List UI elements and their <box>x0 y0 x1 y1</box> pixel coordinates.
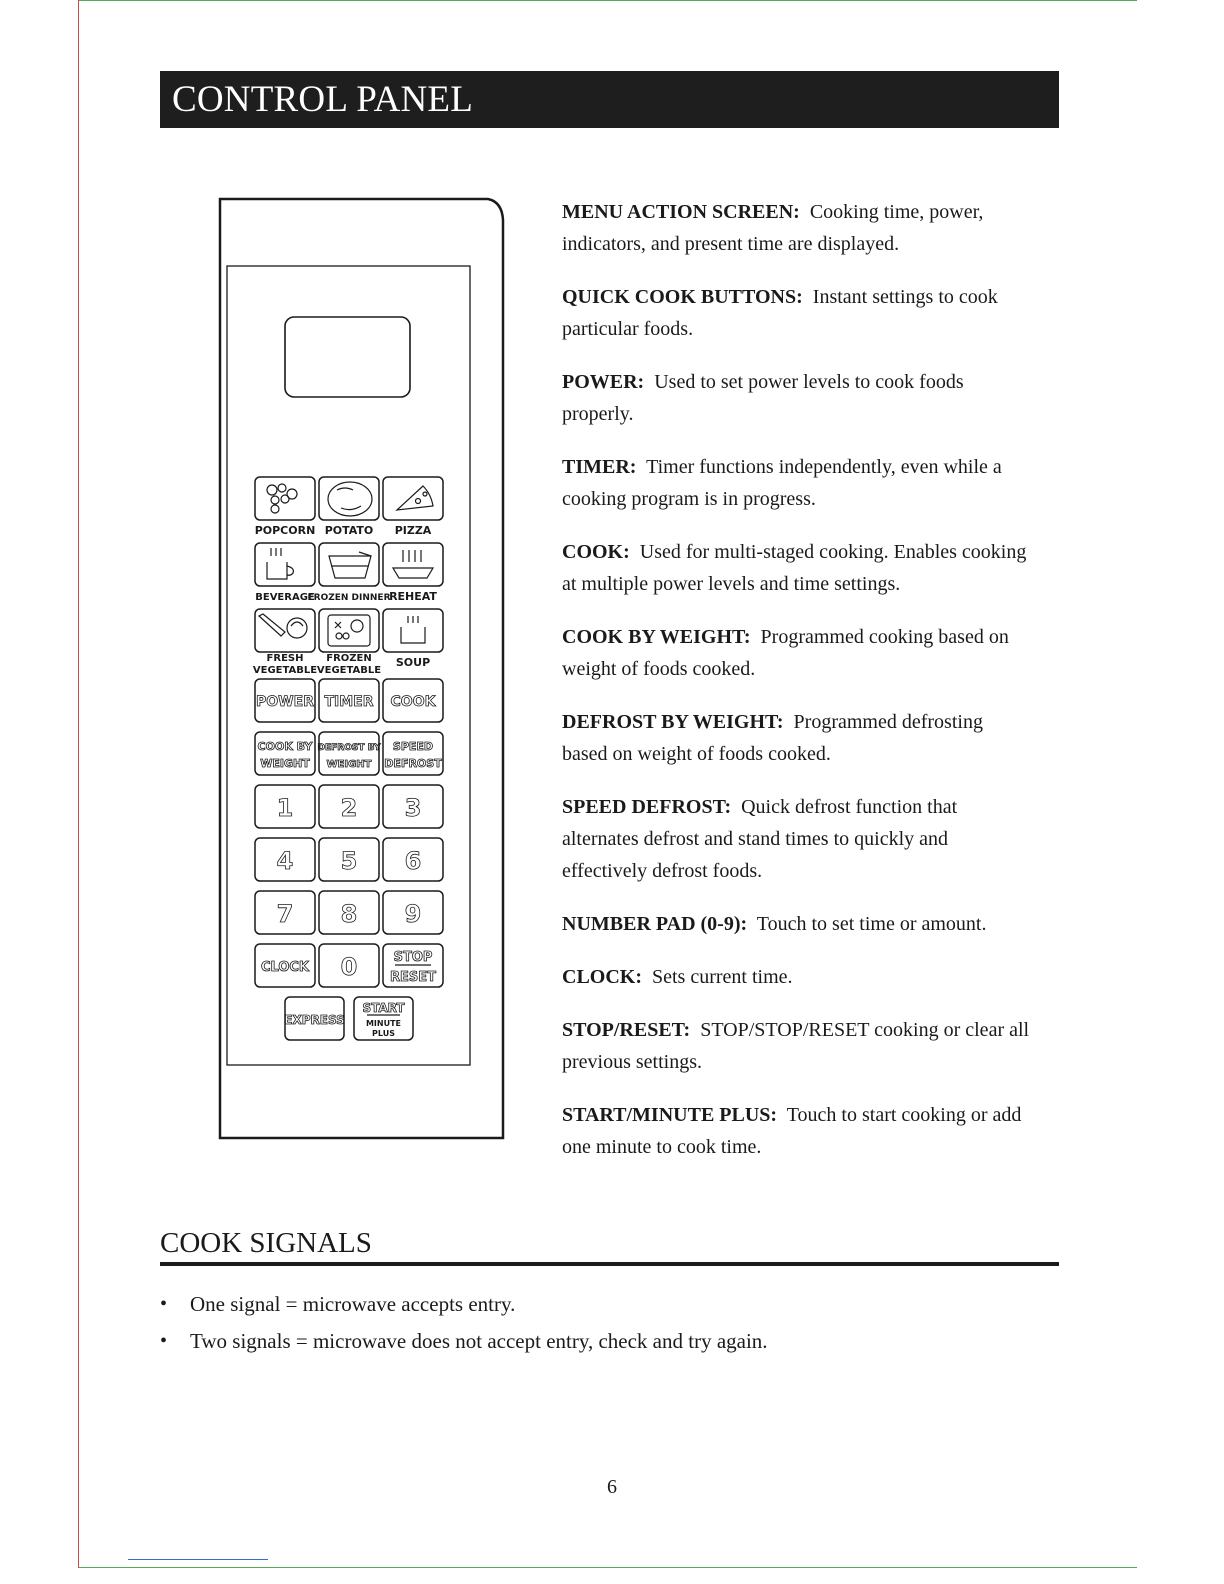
clock-button[interactable] <box>255 944 315 987</box>
description-term: DEFROST BY WEIGHT: <box>562 711 784 733</box>
vegetable-icon <box>259 614 307 638</box>
description-item <box>562 451 1032 515</box>
soup-button[interactable] <box>383 609 443 652</box>
soup-label: SOUP <box>395 656 431 669</box>
number-5-label: 5 <box>340 847 358 875</box>
description-term: STOP/RESET: <box>562 1019 691 1041</box>
defrost-by-weight-label-line2: WEIGHT <box>326 759 372 770</box>
description-text: Touch to start cooking or add one minute to cook time. <box>562 1104 1022 1158</box>
number-9-label: 9 <box>404 900 422 928</box>
description-item <box>562 196 1032 260</box>
cook-button[interactable] <box>383 679 443 722</box>
beverage-label: BEVERAGE <box>255 592 315 603</box>
number-7-label: 7 <box>276 900 294 928</box>
reheat-button[interactable] <box>383 543 443 586</box>
speed-defrost-label-line1: SPEED <box>392 740 434 753</box>
description-term: TIMER: <box>562 456 637 478</box>
number-0-label: 0 <box>340 953 358 981</box>
speed-defrost-button[interactable] <box>383 732 443 775</box>
description-term: COOK: <box>562 541 630 563</box>
number-9-button[interactable] <box>383 891 443 934</box>
pizza-icon <box>397 486 433 510</box>
description-term: QUICK COOK BUTTONS: <box>562 286 803 308</box>
fresh-vegetable-label-line2: VEGETABLE <box>252 665 318 676</box>
express-button-label: EXPRESS <box>284 1013 345 1027</box>
power-button[interactable] <box>255 679 315 722</box>
defrost-by-weight-label-line1: DEFROST BY <box>317 743 381 753</box>
stop-label: STOP <box>393 950 433 965</box>
description-item <box>562 621 1032 685</box>
page-edge-bottom <box>79 1567 1137 1568</box>
description-term: POWER: <box>562 371 645 393</box>
plus-label: PLUS <box>372 1029 395 1038</box>
description-text: STOP/STOP/RESET cooking or clear all previous settings. <box>562 1019 1030 1073</box>
stop-reset-button[interactable] <box>383 944 443 987</box>
description-item <box>562 1099 1032 1163</box>
number-8-button[interactable] <box>319 891 379 934</box>
number-3-button[interactable] <box>383 785 443 828</box>
description-text: Used to set power levels to cook foods properly. <box>562 371 964 425</box>
frozen-dinner-button[interactable] <box>319 543 379 586</box>
description-text: Used for multi-staged cooking. Enables cooking at multiple power levels and time settings. <box>562 541 1027 595</box>
description-text: Timer functions independently, even while a cooking program is in progress. <box>562 456 1002 510</box>
description-item <box>562 281 1032 345</box>
control-panel-illustration <box>205 190 510 1150</box>
cup-icon <box>267 548 293 579</box>
pizza-button[interactable] <box>383 477 443 520</box>
page-title: CONTROL PANEL <box>172 79 474 120</box>
menu-action-screen <box>285 317 410 397</box>
potato-label: POTATO <box>324 524 374 537</box>
reheat-bowl-icon <box>393 550 433 578</box>
page-number: 6 <box>607 1476 617 1498</box>
cook-by-weight-label-line2: WEIGHT <box>260 757 310 770</box>
pizza-label: PIZZA <box>394 524 432 537</box>
description-text: Touch to set time or amount. <box>756 913 987 935</box>
description-item <box>562 366 1032 430</box>
number-7-button[interactable] <box>255 891 315 934</box>
number-6-button[interactable] <box>383 838 443 881</box>
description-item <box>562 908 1032 940</box>
number-1-button[interactable] <box>255 785 315 828</box>
soup-pot-icon <box>401 616 425 643</box>
speed-defrost-label-line2: DEFROST <box>384 757 442 770</box>
frozen-vegetable-icon <box>328 615 370 646</box>
beverage-button[interactable] <box>255 543 315 586</box>
frozen-vegetable-label-line1: FROZEN <box>326 653 372 664</box>
description-text: Instant settings to cook particular foods. <box>562 286 998 340</box>
frozen-vegetable-button[interactable] <box>319 609 379 652</box>
number-2-button[interactable] <box>319 785 379 828</box>
reheat-label: REHEAT <box>389 590 437 603</box>
number-8-label: 8 <box>340 900 358 928</box>
cook-signals-section <box>160 1226 1059 1360</box>
start-minute-plus-button[interactable] <box>354 997 413 1040</box>
description-term: START/MINUTE PLUS: <box>562 1104 778 1126</box>
cook-signals-list <box>160 1286 1059 1360</box>
description-term: MENU ACTION SCREEN: <box>562 201 800 223</box>
description-text: Programmed cooking based on weight of foods cooked. <box>562 626 1009 680</box>
popcorn-label: POPCORN <box>254 524 316 537</box>
description-text: Cooking time, power, indicators, and present time are displayed. <box>562 201 984 255</box>
description-term: NUMBER PAD (0-9): <box>562 913 748 935</box>
list-item: • One signal = microwave accepts entry. <box>160 1286 1059 1323</box>
popcorn-button[interactable] <box>255 477 315 520</box>
frozen-dinner-label: FROZEN DINNER <box>307 593 391 603</box>
cook-button-label: COOK <box>390 694 436 710</box>
page-edge-link-mark <box>128 1559 268 1560</box>
fresh-vegetable-label-line1: FRESH <box>266 653 304 664</box>
timer-button-label: TIMER <box>324 694 374 710</box>
number-2-label: 2 <box>340 794 358 822</box>
description-term: COOK BY WEIGHT: <box>562 626 751 648</box>
number-6-label: 6 <box>404 847 422 875</box>
defrost-by-weight-button[interactable] <box>318 732 381 775</box>
page-edge-left <box>78 0 79 1568</box>
description-text: Programmed defrosting based on weight of foods cooked. <box>562 711 983 765</box>
description-term: CLOCK: <box>562 966 642 988</box>
frozen-vegetable-label-line2: VEGETABLE <box>316 665 382 676</box>
number-5-button[interactable] <box>319 838 379 881</box>
number-4-button[interactable] <box>255 838 315 881</box>
cook-by-weight-label-line1: COOK BY <box>257 740 313 753</box>
title-bar <box>160 71 1059 128</box>
page-edge-top <box>79 0 1137 1</box>
description-text: Sets current time. <box>652 966 793 988</box>
minute-label: MINUTE <box>365 1019 402 1028</box>
number-1-label: 1 <box>276 794 294 822</box>
number-3-label: 3 <box>404 794 422 822</box>
description-item <box>562 791 1032 887</box>
description-term: SPEED DEFROST: <box>562 796 732 818</box>
number-4-label: 4 <box>276 847 294 875</box>
button-descriptions <box>562 196 1032 1184</box>
description-item <box>562 706 1032 770</box>
dinner-tray-icon <box>329 552 371 578</box>
description-item <box>562 961 1032 993</box>
cook-by-weight-button[interactable] <box>255 732 315 775</box>
description-item <box>562 536 1032 600</box>
express-button[interactable] <box>284 997 344 1040</box>
description-item <box>562 1014 1032 1078</box>
cook-signals-heading: COOK SIGNALS <box>160 1226 1059 1266</box>
potato-icon <box>328 482 372 516</box>
description-text: Quick defrost function that alternates defrost and stand times to quickly and effectively defrost foods. <box>562 796 958 882</box>
potato-button[interactable] <box>319 477 379 520</box>
power-button-label: POWER <box>256 694 314 710</box>
reset-label: RESET <box>389 970 437 985</box>
fresh-vegetable-button[interactable] <box>255 609 315 652</box>
clock-button-label: CLOCK <box>260 960 310 975</box>
popcorn-icon <box>267 484 297 513</box>
start-label: START <box>362 1001 405 1015</box>
number-0-button[interactable] <box>319 944 379 987</box>
timer-button[interactable] <box>319 679 379 722</box>
list-item: • Two signals = microwave does not accept entry, check and try again. <box>160 1323 1059 1360</box>
